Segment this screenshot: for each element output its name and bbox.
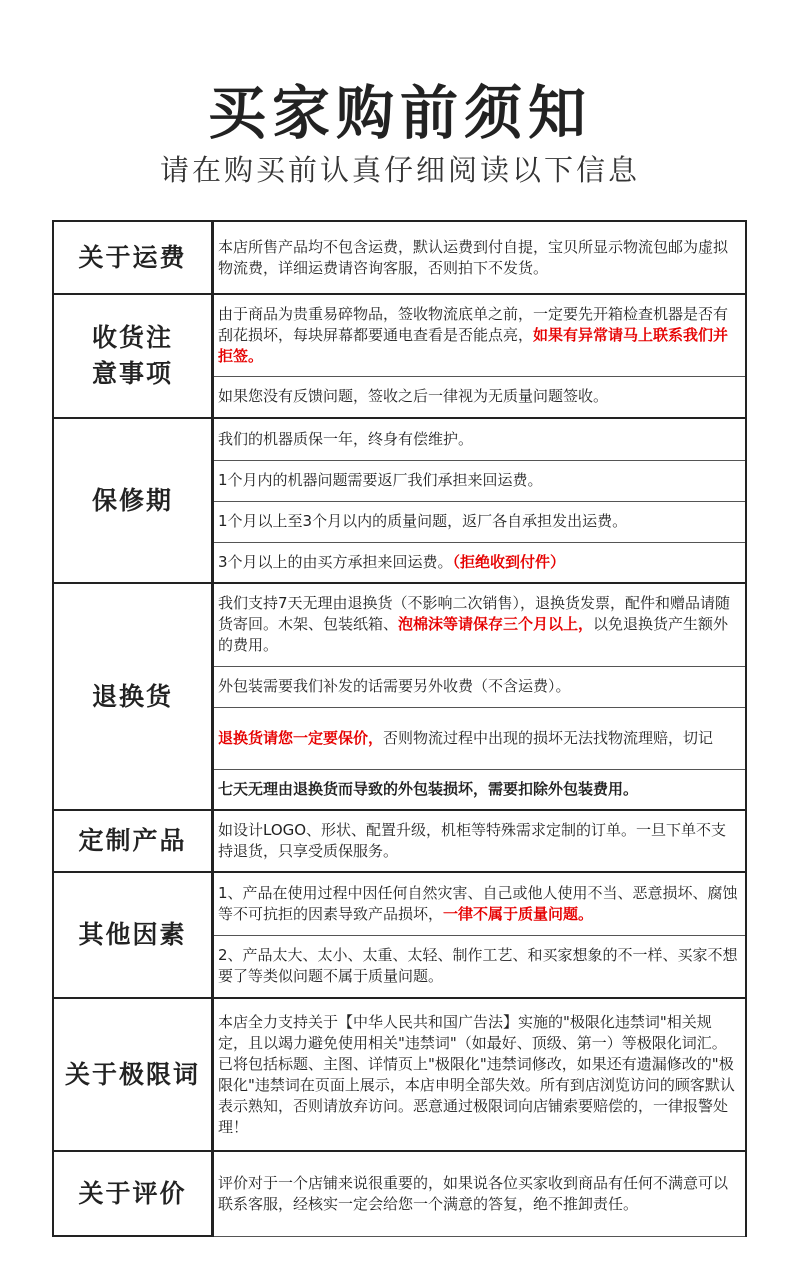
detail-text: 七天无理由退换货而导致的外包装损坏，需要扣除外包装费用。	[218, 779, 639, 798]
detail-text: 如果您没有反馈问题，签收之后一律视为无质量问题签收。	[218, 387, 609, 406]
section-detail	[213, 935, 747, 998]
section-label-text: 定制产品	[78, 826, 187, 855]
detail-text: 本店全力支持关于【中华人民共和国广告法】实施的"极限化违禁词"相关规定，且以竭力避免使用相关"违禁词"（如最好、顶级、第一）等极限化词汇。已将包括标题、主图、详情页上"极限化"违禁词修改，如果还有遗漏修改的"极限化"违禁词在页面上展示，本店申明全部失效。所有到店浏览访问的顾客默认表示熟知，否则请放弃访问。恶意通过极限词向店铺索要赔偿的，一律报警处理！	[218, 1012, 735, 1136]
detail-text: 评价对于一个店铺来说很重要的，如果说各位买家收到商品有任何不满意可以联系客服，经核实一定会给您一个满意的答复，绝不推卸责任。	[218, 1173, 729, 1213]
section-label-text: 收货注意事项	[91, 323, 173, 388]
section-label-text: 保修期	[91, 485, 173, 515]
table-row	[53, 418, 746, 460]
section-label	[53, 583, 213, 810]
section-detail	[213, 221, 747, 294]
section-detail	[213, 418, 747, 460]
section-detail	[213, 583, 747, 666]
page-subtitle: 请在购买前认真仔细阅读以下信息	[159, 153, 640, 187]
section-detail	[213, 707, 747, 769]
table-row	[53, 872, 746, 935]
detail-text: 2、产品太大、太小、太重、太轻、制作工艺、和买家想象的不一样、买家不想要了等类似问题不属于质量问题。	[218, 946, 738, 986]
detail-text: 否则物流过程中出现的损坏无法找物流理赔，切记	[383, 728, 714, 747]
table-row	[53, 998, 746, 1151]
page-title: 买家购前须知	[207, 79, 592, 147]
section-label-text: 关于极限词	[64, 1059, 200, 1089]
section-detail	[213, 542, 747, 583]
highlight-text: 一律不属于质量问题。	[443, 904, 594, 923]
section-detail	[213, 872, 747, 935]
table-row	[53, 583, 746, 666]
detail-text: 1、产品在使用过程中因任何自然灾害、自己或他人使用不当、恶意损坏、腐蚀等不可抗拒的因素导致产品损坏，	[218, 883, 738, 923]
section-label-text: 其他因素	[78, 920, 187, 949]
section-detail	[213, 666, 747, 707]
section-label	[53, 418, 213, 583]
detail-text: 如设计LOGO、形状、配置升级，机柜等特殊需求定制的订单。一旦下单不支持退货，只享受质保服务。	[218, 821, 727, 860]
detail-text: 由于商品为贵重易碎物品，签收物流底单之前，一定要先开箱检查机器是否有刮花损坏，每块屏幕都要通电查看是否能点亮，	[218, 304, 729, 344]
section-label	[53, 1151, 213, 1236]
highlight-text: 泡棉沫等请保存三个月以上，	[398, 615, 594, 634]
section-detail	[213, 460, 747, 501]
section-label	[53, 294, 213, 418]
section-detail	[213, 769, 747, 810]
table-row	[53, 294, 746, 376]
section-detail	[213, 998, 747, 1151]
table-row	[53, 221, 746, 294]
detail-text: 以免退换货产生额外的费用。	[218, 615, 729, 655]
detail-text: 我们支持7天无理由退换货（不影响二次销售），退换货发票，配件和赠品请随货寄回。木架、包装纸箱、	[218, 594, 731, 634]
detail-text: 本店所售产品均不包含运费，默认运费到付自提，宝贝所显示物流包邮为虚拟物流费，详细运费请咨询客服，否则拍下不发货。	[218, 237, 729, 277]
detail-text: 我们的机器质保一年，终身有偿维护。	[218, 429, 474, 448]
section-detail	[213, 810, 747, 872]
table-row	[53, 810, 746, 872]
notice-table	[52, 220, 747, 1237]
section-label-text: 关于评价	[78, 1178, 187, 1208]
section-detail	[213, 376, 747, 418]
section-detail	[213, 294, 747, 376]
table-row	[53, 1151, 746, 1236]
section-label	[53, 872, 213, 998]
highlight-text: 如果有异常请马上联系我们并拒签。	[218, 325, 729, 365]
section-label	[53, 810, 213, 872]
detail-text: 3个月以上的由买方承担来回运费。	[218, 552, 453, 571]
highlight-text: （拒绝收到付件）	[452, 552, 566, 571]
section-label	[53, 998, 213, 1151]
section-detail	[213, 1151, 747, 1236]
section-label-text: 关于运费	[78, 242, 187, 272]
detail-text: 外包装需要我们补发的话需要另外收费（不含运费）。	[218, 677, 571, 695]
highlight-text: 退换货请您一定要保价，	[218, 728, 384, 747]
detail-text: 1个月内的机器问题需要返厂我们承担来回运费。	[218, 471, 543, 489]
detail-text: 1个月以上至3个月以内的质量问题，返厂各自承担发出运费。	[218, 512, 628, 530]
section-detail	[213, 501, 747, 542]
section-label-text: 退换货	[91, 681, 173, 711]
section-label	[53, 221, 213, 294]
